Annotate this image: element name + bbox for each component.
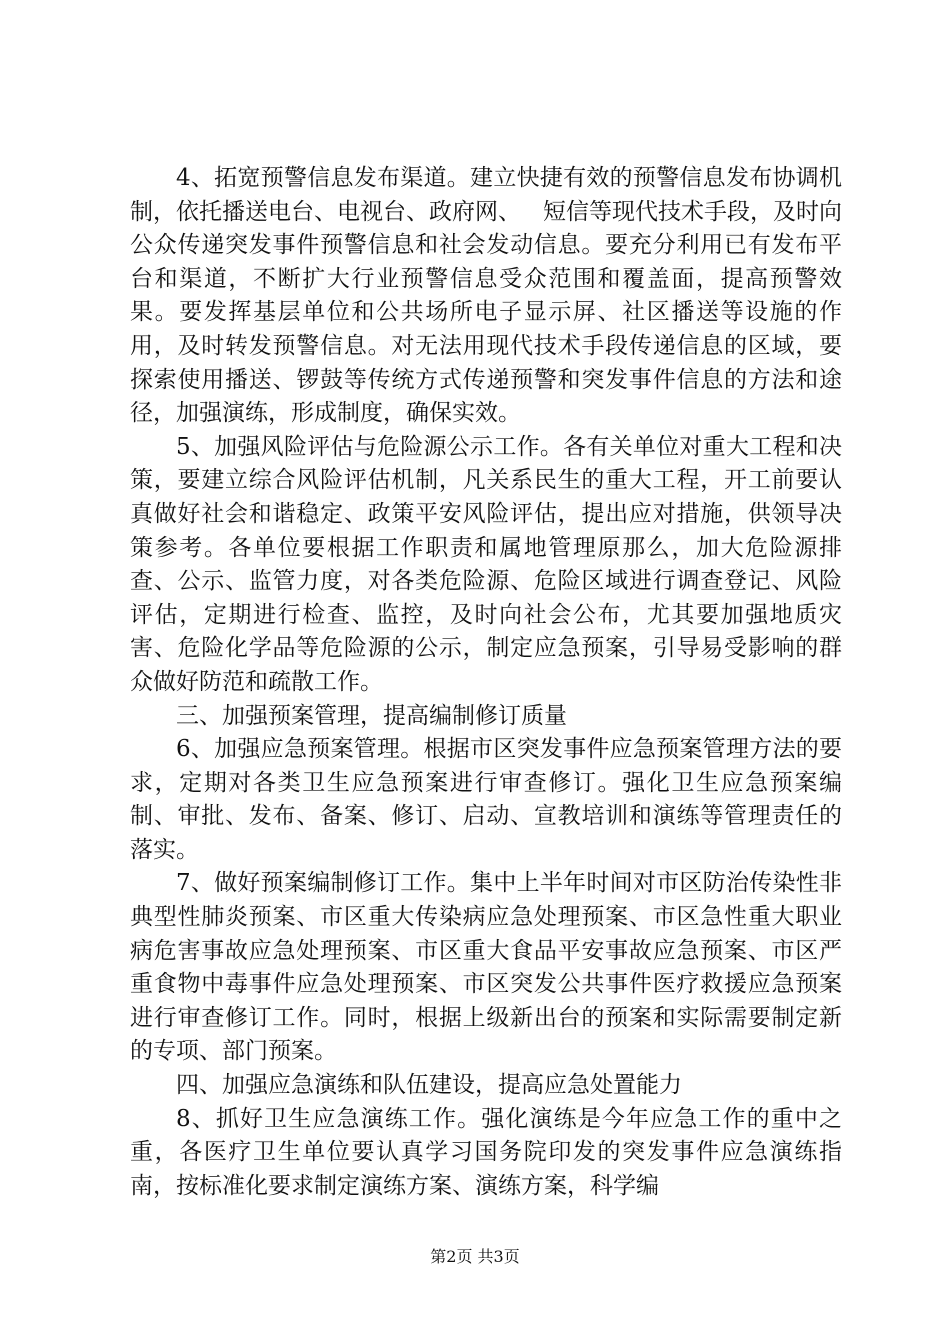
paragraph-4-warning-channels: 4、拓宽预警信息发布渠道。建立快捷有效的预警信息发布协调机制，依托播送电台、电视台、政府网、 短信等现代技术手段，及时向公众传递突发事件预警信息和社会发动信息。要充分利用已有发布平台和渠道，不断扩大行业预警信息受众范围和覆盖面，提高预警效果。要发挥基层单位和公共场所电子显示屏、社区播送等设施的作用，及时转发预警信息。对无法用现代技术手段传递信息的区域，要探索使用播送、锣鼓等传统方式传递预警和突发事件信息的方法和途径，加强演练，形成制度，确保实效。 xyxy=(130,165,842,427)
page-number-footer: 第2页 共3页 xyxy=(430,1247,520,1266)
paragraph-5-risk-assessment: 5、加强风险评估与危险源公示工作。各有关单位对重大工程和决策，要建立综合风险评估机制，凡关系民生的重大工程，开工前要认真做好社会和谐稳定、政策平安风险评估，提出应对措施，供领导决策参考。各单位要根据工作职责和属地管理原那么，加大危险源排查、公示、监管力度，对各类危险源、危险区域进行调查登记、风险评估，定期进行检查、监控，及时向社会公布，尤其要加强地质灾害、危险化学品等危险源的公示，制定应急预案，引导易受影响的群众做好防范和疏散工作。 xyxy=(130,433,842,695)
paragraph-6-plan-management: 6、加强应急预案管理。根据市区突发事件应急预案管理方法的要求，定期对各类卫生应急预案进行审查修订。强化卫生应急预案编制、审批、发布、备案、修订、启动、宣教培训和演练等管理责任的落实。 xyxy=(130,736,842,863)
paragraph-7-plan-revision: 7、做好预案编制修订工作。集中上半年时间对市区防治传染性非典型性肺炎预案、市区重大传染病应急处理预案、市区急性重大职业病危害事故应急处理预案、市区重大食品平安事故应急预案、市区严重食物中毒事件应急处理预案、市区突发公共事件医疗救援应急预案进行审查修订工作。同时，根据上级新出台的预案和实际需要制定新的专项、部门预案。 xyxy=(130,870,842,1065)
section-heading-3: 三、加强预案管理，提高编制修订质量 xyxy=(176,702,567,729)
document-body xyxy=(130,162,842,1203)
paragraph-8-drills: 8、抓好卫生应急演练工作。强化演练是今年应急工作的重中之重，各医疗卫生单位要认真学习国务院印发的突发事件应急演练指南，按标准化要求制定演练方案、演练方案，科学编 xyxy=(130,1105,842,1199)
section-heading-4: 四、加强应急演练和队伍建设，提高应急处置能力 xyxy=(176,1072,682,1099)
